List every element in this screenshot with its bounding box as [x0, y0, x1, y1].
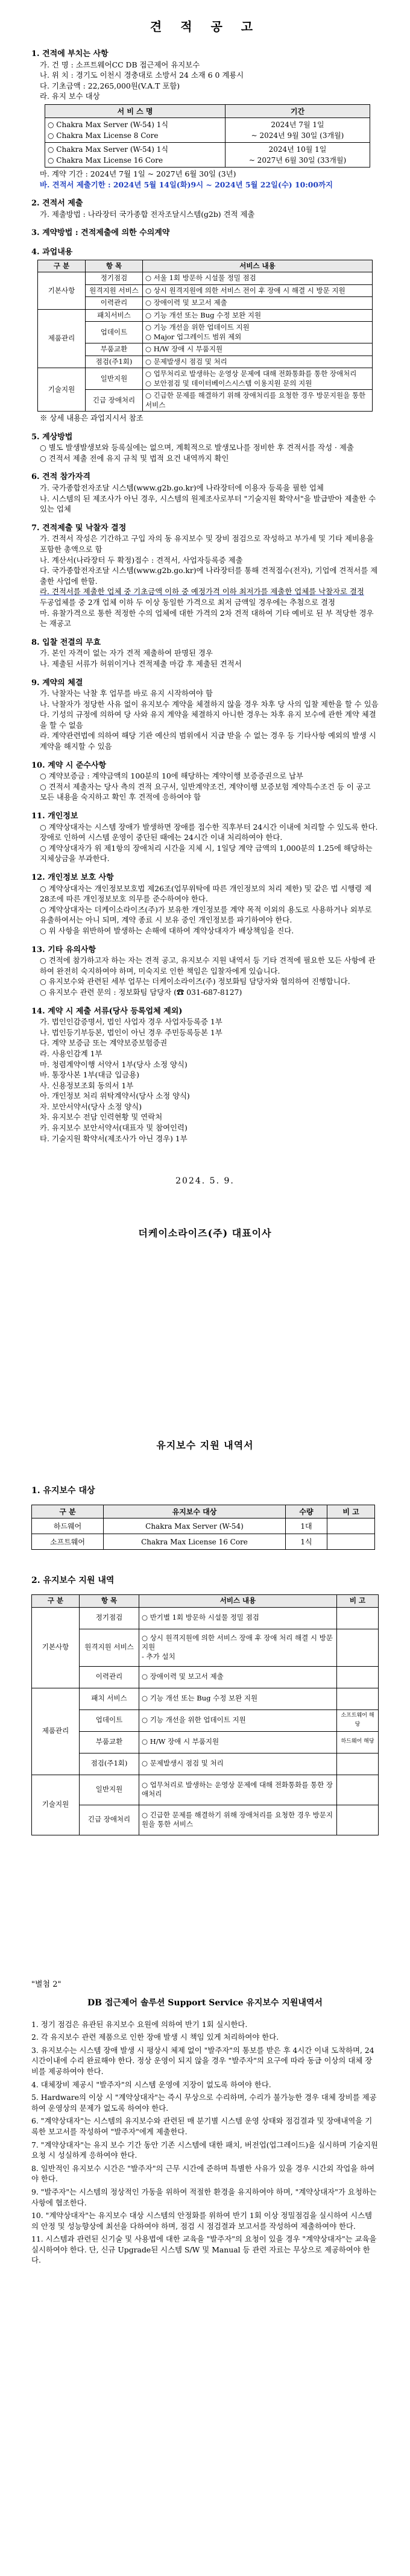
section-11-heading: 11. 개인정보: [31, 812, 78, 821]
table-cell: ○ 업무처리로 발생하는 운영상 문제에 대해 전화통화를 통한 장애처리: [139, 1775, 337, 1805]
target-list-table: [31, 1505, 375, 1550]
table-cell: ○ H/W 장애 시 부품지원: [143, 343, 373, 356]
table-row: [32, 1688, 379, 1709]
notice-date: 2024. 5. 9.: [175, 1176, 235, 1186]
section-5-heading: 5. 계상방법: [31, 432, 73, 442]
s2-line: 가. 제출방법 : 나라장터 국가종합 전자조달시스템(g2b) 견적 제출: [40, 209, 255, 219]
table-cell: ○ 기능 개선 또는 Bug 수정 보완 지원: [139, 1688, 337, 1709]
t1-heading: 1. 유지보수 대상: [31, 1486, 95, 1496]
table-cell: 업데이트: [80, 1709, 139, 1731]
s6-line: 가. 국가종합전자조달 시스템(www.g2b.go.kr)에 나라장터에 이용자 등록을 필한 업체: [40, 483, 324, 492]
section-2-heading: 2. 견적서 제출: [31, 199, 83, 208]
table-cell: ○ 기능 개선을 위한 업데이트 지원: [139, 1709, 337, 1731]
table-row: [32, 1607, 379, 1629]
s14-line: 바. 통장사본 1부(대금 입금용): [40, 1070, 139, 1080]
table-row: [32, 1666, 379, 1688]
table-header: 구 분: [32, 1595, 80, 1608]
table-row: [32, 1731, 379, 1753]
table-row: [38, 368, 373, 390]
table-cell: [337, 1607, 379, 1629]
section-9-body: [31, 688, 379, 752]
section-4-heading: 4. 과업내용: [31, 247, 73, 257]
section-14-body: [31, 1017, 379, 1144]
table-cell: ○ Chakra Max Server (W-54) 1식 ○ Chakra Max License 16 Core: [45, 142, 226, 167]
table-cell: 1식: [286, 1534, 327, 1550]
s5-line: ○ 별도 발생발생보와 등록실에는 없으며, 계획적으로 발생모나를 정비한 후 견적서를 작성 · 제출: [40, 443, 354, 453]
table-cell: 기술지원: [32, 1775, 80, 1835]
contract-period: 마. 계약 기간 : 2024년 7월 1일 ~ 2027년 6월 30일 (3년): [40, 169, 236, 178]
t2-heading: 2. 유지보수 지원 내역: [31, 1576, 115, 1585]
table-row: [45, 118, 370, 142]
s14-line: 사. 신용정보조회 동의서 1부: [40, 1080, 134, 1090]
table-cell: ○ 문제발생시 점검 및 처리: [143, 356, 373, 368]
section-12-body: [31, 883, 379, 936]
table-header: 서비스 내용: [139, 1595, 337, 1608]
table-cell: 이력관리: [86, 297, 143, 310]
table-cell: 소프트웨어: [32, 1534, 104, 1550]
s12-line: ○ 위 사항을 위반하여 발생하는 손해에 대하여 계약상대자가 배상책임을 진다.: [40, 926, 294, 935]
attachment-2-tag: "별첨 2": [31, 1980, 62, 1989]
table-row: [38, 343, 373, 356]
table-cell: ○ 상시 원격지원에 의한 서비스 전이 후 장애 시 해결 시 방문 지원: [143, 284, 373, 297]
table-cell: Chakra Max Server (W-54): [104, 1518, 286, 1534]
s12-line: ○ 계약상대자는 개인정보보호법 제26조(업무위탁에 따른 개인정보의 처리 제한) 및 같은 법 시행령 제28조에 따른 개인정보보호 의무를 준수하여야 한다.: [40, 883, 372, 904]
table-cell: [327, 1534, 375, 1550]
s7-line: 가. 견적서 작성은 기간하고 구입 자의 동 유지보수 및 장비 점검으로 작성하고 부가세 및 기타 제비용을 포함한 총액으로 함: [40, 534, 374, 554]
table-cell: 기술지원: [38, 368, 86, 412]
s7-line: 라. 견적서를 제출한 업체 중 기초금액 이하 중 예정가격 이하 최저가를 제출한 업체를 낙찰자로 결정: [40, 587, 364, 597]
table-row: [32, 1518, 375, 1534]
table-row: [38, 297, 373, 310]
table-header: 구 분: [32, 1505, 104, 1518]
table-cell: 기본사항: [38, 272, 86, 310]
ap2-line: 2. 각 유지보수 관련 제품으로 인한 장애 발생 시 책임 있게 처리하여야 한다.: [31, 2032, 279, 2042]
table-cell: ○ 상시 원격지원에 의한 서비스 장애 후 장애 처리 해결 시 방문 지원 - 추가 설치: [139, 1629, 337, 1666]
section-7-body: [31, 533, 379, 628]
section-5-body: [31, 442, 379, 463]
table-row: [38, 272, 373, 285]
task-table: [37, 260, 373, 412]
table-cell: 패치 서비스: [80, 1688, 139, 1709]
s7-line: 다. 국가종합전자조달 시스템(www.g2b.go.kr)에 나라장터를 통해 견적접수(전자), 기업에 견적서를 제출한 사업에 한함.: [40, 566, 378, 586]
s10-line: ○ 계약보증금 : 계약금액의 100분의 10에 해당하는 계약이행 보증증권으로 납부: [40, 771, 303, 781]
section-1-heading: 1. 견적에 부치는 사항: [31, 49, 109, 58]
table-header: 비 고: [337, 1595, 379, 1608]
table-cell: ○ 장애이력 및 보고서 제출: [143, 297, 373, 310]
table-cell: [337, 1688, 379, 1709]
table-cell: 정기점검: [80, 1607, 139, 1629]
page-title: 견 적 공 고: [150, 19, 260, 34]
section-6-heading: 6. 견적 참가자격: [31, 472, 90, 482]
notice-page-1: [31, 17, 379, 1249]
s12-line: ○ 계약상대자는 더케이소라이즈(주)가 보유한 개인정보를 계약 목적 이외의 용도로 사용하거나 외부로 유출하여서는 아니 되며, 계약 종료 시 보유 중인 개인정보를 파기하여야 한다.: [40, 904, 372, 925]
task-note: ※ 상세 내용은 과업지시서 참조: [40, 413, 144, 423]
s9-line: 라. 계약관련법에 의하여 해당 기관 예산의 범위에서 지급 받을 수 없는 경우 등 기타사항 예외의 발생 시 계약을 해지할 수 있음: [40, 731, 376, 751]
table-cell: 긴급 장애처리: [86, 390, 143, 412]
table-cell: 하드웨어: [32, 1518, 104, 1534]
s13-line: ○ 유지보수와 관련된 세부 업무는 더케이소라이즈(주) 정보화팀 담당자와 협의하여 진행합니다.: [40, 977, 350, 986]
table-cell: 소프트웨어 해당: [337, 1709, 379, 1731]
table-header: 항 목: [86, 260, 143, 272]
table-cell: [337, 1666, 379, 1688]
maintenance-target-table: [45, 104, 370, 168]
s14-line: 아. 개인정보 처리 위탁계약서(당사 소정 양식): [40, 1091, 190, 1101]
table-cell: ○ 긴급한 문제를 해결하기 위해 장애처리를 요청한 경우 방문지원을 통한 서비스: [139, 1805, 337, 1835]
ap2-line: 3. 유지보수는 시스템 장애 발생 시 평상시 체제 없이 "발주자"의 통보를 받은 후 4시간 이내 도착하며, 24시간이내에 수리 완료해야 한다. 정상 운영이 되지 않을 경우 "발주자"의 요구에 따라 동급 이상의 대체 장비를 제공하여야 한다.: [31, 2045, 374, 2076]
table-cell: 점검(주1회): [80, 1753, 139, 1775]
ap2-line: 9. "발주자"는 시스템의 정상적인 가동을 위하여 적절한 환경을 유지하여야 하며, "계약상대자"가 요청하는 사항에 협조한다.: [31, 2187, 377, 2207]
section-8-heading: 8. 입찰 전결의 무효: [31, 638, 101, 647]
table-cell: ○ H/W 장애 시 부품지원: [139, 1731, 337, 1753]
section-13-body: [31, 955, 379, 997]
table-cell: ○ 업무처리로 발생하는 운영상 문제에 대해 전화통화를 통한 장애처리 ○ 보안점검 및 데이터베이스시스템 이용지원 문의 지원: [143, 368, 373, 390]
section-8-body: [31, 648, 379, 669]
table-row: [32, 1709, 379, 1731]
ap2-line: 6. "계약상대자"는 시스템의 유지보수와 관련된 매 분기별 시스템 운영 상태와 점검결과 및 장애내역을 기록한 보고서를 작성하여 "발주자"에게 제출한다.: [31, 2116, 373, 2136]
s14-line: 자. 보안서약서(당사 소정 양식): [40, 1102, 142, 1111]
ap2-line: 11. 시스템과 관련된 신기술 및 사용법에 대한 교육을 "발주자"의 요청이 있을 경우 "계약상대자"는 교육을 실시하여야 한다. 단, 신규 Upgrade된 시스템 S/W 및 Manual 등 관련 자료는 무상으로 제공하여야 한다.: [31, 2234, 377, 2265]
table-cell: [327, 1518, 375, 1534]
s1-line: 라. 유지 보수 대상: [40, 92, 100, 101]
section-1-body: [31, 60, 379, 190]
table-cell: 패치서비스: [86, 309, 143, 322]
section-12-heading: 12. 개인정보 보호 사항: [31, 873, 114, 882]
table-row: [32, 1534, 375, 1550]
table-cell: 긴급 장애처리: [80, 1805, 139, 1835]
attachment-2-title: DB 접근제어 솔루션 Support Service 유지보수 지원내역서: [87, 1998, 323, 2008]
attachment-2-body: [31, 2019, 379, 2266]
s1-line: 가. 건 명 : 소프트웨어CC DB 접근제어 유지보수: [40, 60, 200, 69]
table-row: [38, 284, 373, 297]
table-cell: 정기점검: [86, 272, 143, 285]
table-cell: 이력관리: [80, 1666, 139, 1688]
s13-line: ○ 견적에 참가하고자 하는 자는 견적 공고, 유지보수 지원 내역서 등 기타 견적에 필요한 모든 사항에 관하여 완전히 숙지하여야 하며, 미숙지로 인한 책임은 입찰자에게 있습니다.: [40, 956, 376, 976]
ap2-line: 1. 정기 점검은 유관된 유지보수 요원에 의하여 반기 1회 실시한다.: [31, 2019, 248, 2029]
ap2-line: 10. "계약상대자"는 유지보수 대상 시스템의 안정화를 위하여 반기 1회 이상 정밀점검을 실시하여 시스템의 안정 및 성능향상에 최선을 다하여야 하며, 점검 시 점검결과 보고서를 작성하여 제출하여야 한다.: [31, 2211, 373, 2231]
section-10-heading: 10. 계약 시 준수사항: [31, 760, 107, 770]
s14-line: 라. 사용인감계 1부: [40, 1048, 102, 1058]
table-header: 기간: [226, 104, 370, 118]
table-row: [32, 1805, 379, 1835]
s14-line: 타. 기술지원 확약서(제조사가 아닌 경우) 1부: [40, 1133, 188, 1143]
ap2-line: 4. 대체장비 제공시 "발주자"의 시스템 운영에 지장이 없도록 하여야 한다.: [31, 2079, 271, 2089]
support-detail-table: [31, 1594, 379, 1835]
s5-line: ○ 견적서 제출 전에 유지 규칙 및 법적 요건 내역까지 확인: [40, 453, 229, 463]
s14-line: 다. 계약 보증금 또는 계약보증보험증권: [40, 1038, 168, 1048]
attachment-1-title: 유지보수 지원 내역서: [156, 1440, 254, 1451]
s1-line: 나. 위 치 : 경기도 이천시 경충대로 소방서 24 소재 6 0 계룡시: [40, 71, 244, 80]
table-cell: [337, 1629, 379, 1666]
s8-line: 가. 본인 자격이 없는 자가 견적 제출하여 판명된 경우: [40, 648, 213, 658]
ap2-line: 5. Hardware의 이상 시 "계약상대자"는 즉시 무상으로 수리하며, 수리가 불가능한 경우 대체 장비를 제공하여 운영상의 문제가 없도록 하여야 한다.: [31, 2093, 377, 2113]
table-cell: ○ 긴급한 문제를 해결하기 위해 장애처리를 요청한 경우 방문지원을 통한 서비스: [143, 390, 373, 412]
table-row: [38, 309, 373, 322]
section-14-heading: 14. 계약 시 제출 서류(당사 등록업체 제외): [31, 1006, 183, 1016]
table-cell: 업데이트: [86, 322, 143, 343]
s10-line: ○ 견적서 제출자는 당사 측의 견적 요구서, 일반계약조건, 계약이행 보증보험 계약특수조건 등 이 공고 모든 내용을 숙지하고 확인 후 견적에 응하여야 함: [40, 782, 371, 802]
s11-line: ○ 계약상대자가 위 제1항의 장애처리 시간을 지체 시, 1일당 계약 금액의 1,000분의 1.25에 해당하는 지체상금을 부과한다.: [40, 843, 373, 863]
table-row: [32, 1629, 379, 1666]
section-6-body: [31, 483, 379, 515]
attachment-2: [31, 1979, 379, 2268]
table-row: [32, 1753, 379, 1775]
table-cell: 제품관리: [38, 309, 86, 368]
s14-line: 가. 법인인감증명서, 법인 사업자 경우 사업자등록증 1부: [40, 1017, 222, 1027]
s1-line: 다. 기초금액 : 22,265,000원(V.A.T 포함): [40, 81, 180, 90]
table-cell: ○ 장애이력 및 보고서 제출: [139, 1666, 337, 1688]
table-cell: 점검(주1회): [86, 356, 143, 368]
table-cell: [337, 1753, 379, 1775]
table-cell: 1대: [286, 1518, 327, 1534]
table-header: 항 목: [80, 1595, 139, 1608]
table-cell: ○ 문제발생시 점검 및 처리: [139, 1753, 337, 1775]
company-signature: 더케이소라이즈(주) 대표이사: [138, 1227, 272, 1239]
table-header: 유지보수 대상: [104, 1505, 286, 1518]
table-cell: 일반지원: [86, 368, 143, 390]
table-cell: [337, 1775, 379, 1805]
table-header: 구 분: [38, 260, 86, 272]
table-cell: 2024년 10월 1일 ~ 2027년 6월 30일 (33개월): [226, 142, 370, 167]
s14-line: 나. 법인등기부등본, 법인이 아닌 경우 주민등록등본 1부: [40, 1027, 222, 1037]
table-row: [38, 390, 373, 412]
table-cell: ○ 기능 개선을 위한 업데이트 지원 ○ Major 업그레이드 범위 제외: [143, 322, 373, 343]
table-cell: ○ 반기별 1회 방문하 시설물 정밀 점검: [139, 1607, 337, 1629]
s9-line: 나. 낙찰자가 정당한 사유 없이 유지보수 계약을 체결하지 않을 경우 차후 당 사의 입찰 제한을 할 수 있음: [40, 699, 379, 709]
s7-line: 마. 유찰가격으로 통한 적정한 수의 업체에 대한 가격의 2차 견적 대하여 기타 예비로 된 부 적당한 경우는 재공고: [40, 608, 374, 628]
table-cell: 부품교환: [86, 343, 143, 356]
table-header: 비 고: [327, 1505, 375, 1518]
table-cell: Chakra Max License 16 Core: [104, 1534, 286, 1550]
table-cell: 원격지원 서비스: [86, 284, 143, 297]
s9-line: 가. 낙찰자는 낙찰 후 업무를 바로 유지 시작하여야 함: [40, 689, 213, 698]
table-cell: ○ 서울 1회 방문하 시설물 정밀 점검: [143, 272, 373, 285]
table-row: [45, 142, 370, 167]
table-cell: 제품관리: [32, 1688, 80, 1775]
section-9-heading: 9. 계약의 체결: [31, 678, 83, 688]
table-cell: 2024년 7월 1일 ~ 2024년 9월 30일 (3개월): [226, 118, 370, 142]
s14-line: 차. 유지보수 전담 인력현황 및 연락처: [40, 1112, 163, 1122]
table-cell: 부품교환: [80, 1731, 139, 1753]
s7-line: 두공업체를 중 2개 업체 이하 두 이상 동일한 가격으로 최저 금액일 경우에는 추첨으로 결정: [40, 597, 335, 607]
section-13-heading: 13. 기타 유의사항: [31, 945, 96, 954]
table-cell: ○ 기능 개선 또는 Bug 수정 보완 지원: [143, 309, 373, 322]
ap2-line: 8. 일반적인 유지보수 시간은 "발주자"의 근무 시간에 준하며 특별한 사유가 있을 경우 시간외 작업을 하여야 한다.: [31, 2163, 375, 2184]
table-cell: 원격지원 서비스: [80, 1629, 139, 1666]
table-header: 서 비 스 명: [45, 104, 226, 118]
table-row: [38, 322, 373, 343]
section-11-body: [31, 822, 379, 864]
s14-line: 카. 유지보수 보안서약서(대표자 및 참여인력): [40, 1123, 188, 1133]
s14-line: 마. 청렴계약이행 서약서 1부(당사 소정 양식): [40, 1059, 188, 1069]
section-3-heading: 3. 계약방법 : 견적제출에 의한 수의계약: [31, 228, 170, 238]
table-header: 서비스 내용: [143, 260, 373, 272]
section-7-heading: 7. 견적제출 및 낙찰자 결정: [31, 523, 127, 533]
s13-line: ○ 유지보수 관련 문의 : 정보화팀 담당자 (☎ 031-687-8127): [40, 987, 242, 997]
table-cell: ○ Chakra Max Server (W-54) 1식 ○ Chakra Max License 8 Core: [45, 118, 226, 142]
table-cell: 일반지원: [80, 1775, 139, 1805]
table-cell: [337, 1805, 379, 1835]
table-header: 수량: [286, 1505, 327, 1518]
table-cell: 하드웨어 해당: [337, 1731, 379, 1753]
section-10-body: [31, 771, 379, 803]
table-row: [32, 1775, 379, 1805]
s8-line: 나. 제출된 서류가 허위이거나 견적제출 마감 후 제출된 견적서: [40, 659, 242, 668]
s6-line: 나. 시스템의 된 제조사가 아닌 경우, 시스템의 원제조사로부터 "기술지원 확약서"을 발급받아 제출한 수 있는 업체: [40, 494, 376, 514]
attachment-1: [31, 1428, 379, 1835]
table-row: [38, 356, 373, 368]
submission-deadline: 바. 견적서 제출기한 : 2024년 5월 14일(화)9시 ~ 2024년 5월 22일(수) 10:00까지: [40, 180, 333, 189]
s7-line: 나. 계산서(나라장터 두 확정)접수 : 견적서, 사업자등록증 제출: [40, 555, 243, 565]
table-cell: 기본사항: [32, 1607, 80, 1688]
s9-line: 다. 기성의 규정에 의하여 당 사와 유지 계약을 체결하지 아니한 경우는 차후 유지 보수에 관한 계약 체결을 할 수 없음: [40, 710, 376, 730]
s11-line: ○ 계약상대자는 시스템 장애가 발생하면 장애를 접수한 직후부터 24시간 이내에 처리할 수 있도록 한다. 장애로 인하여 시스템 운영이 중단된 때에는 24시간 이내 처리하여야 한다.: [40, 822, 378, 842]
ap2-line: 7. "계약상대자"는 유지 보수 기간 동안 기존 시스템에 대한 패치, 버전업(업그레이드)을 실시하며 기술지원 요청 시 성실하게 응하여야 한다.: [31, 2140, 378, 2160]
